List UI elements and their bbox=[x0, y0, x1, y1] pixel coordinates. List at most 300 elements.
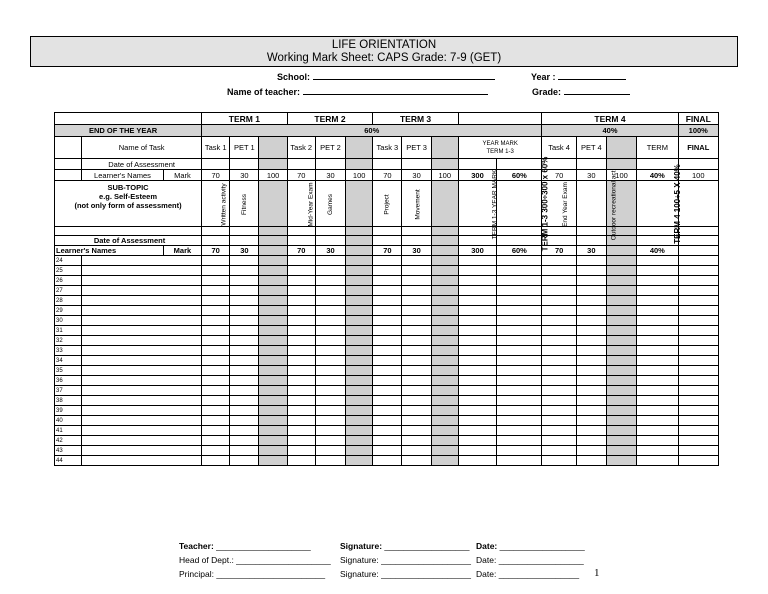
mark-cell[interactable] bbox=[497, 356, 542, 366]
mark-cell[interactable] bbox=[576, 326, 606, 336]
movement-label: Movement bbox=[415, 189, 423, 220]
mark-cell[interactable] bbox=[637, 286, 678, 296]
mark-cell[interactable] bbox=[576, 316, 606, 326]
mark-cell[interactable] bbox=[637, 336, 678, 346]
mark-cell[interactable] bbox=[373, 396, 402, 406]
mark-cell[interactable] bbox=[202, 336, 230, 346]
mark-cell[interactable] bbox=[402, 336, 431, 346]
learner-name-cell[interactable] bbox=[82, 446, 202, 456]
mark-cell[interactable] bbox=[637, 446, 678, 456]
mark-cell[interactable] bbox=[497, 416, 542, 426]
principal-signature[interactable]: Signature: ___________________ bbox=[340, 569, 471, 579]
mark-cell[interactable] bbox=[287, 326, 315, 336]
mark-cell[interactable] bbox=[497, 436, 542, 446]
learner-name-cell[interactable] bbox=[82, 346, 202, 356]
table-row bbox=[55, 436, 719, 446]
mark-cell[interactable] bbox=[402, 426, 431, 436]
mark-cell[interactable] bbox=[202, 376, 230, 386]
mark-cell[interactable] bbox=[678, 326, 718, 336]
mark-cell[interactable] bbox=[678, 396, 718, 406]
mark-cell bbox=[431, 396, 458, 406]
mark-cell[interactable] bbox=[542, 406, 576, 416]
mark-cell[interactable] bbox=[458, 456, 496, 466]
hod-signature[interactable]: Signature: ___________________ bbox=[340, 555, 471, 565]
mark-cell[interactable] bbox=[458, 346, 496, 356]
mark-cell[interactable] bbox=[637, 326, 678, 336]
mark-cell[interactable] bbox=[458, 416, 496, 426]
mark-cell[interactable] bbox=[678, 406, 718, 416]
mark-cell[interactable] bbox=[576, 436, 606, 446]
mark-cell[interactable] bbox=[458, 336, 496, 346]
learner-name-cell[interactable] bbox=[82, 396, 202, 406]
mark-cell[interactable] bbox=[402, 266, 431, 276]
mark-cell[interactable] bbox=[458, 436, 496, 446]
mark-cell[interactable] bbox=[230, 346, 259, 356]
learner-name-cell[interactable] bbox=[82, 456, 202, 466]
mark-cell[interactable] bbox=[678, 446, 718, 456]
mark-cell[interactable] bbox=[458, 446, 496, 456]
mark-cell[interactable] bbox=[402, 366, 431, 376]
mark-cell[interactable] bbox=[287, 436, 315, 446]
mark-cell[interactable] bbox=[202, 456, 230, 466]
mark-cell[interactable] bbox=[230, 406, 259, 416]
mark-cell[interactable] bbox=[315, 376, 345, 386]
mark-cell[interactable] bbox=[497, 446, 542, 456]
mark-cell[interactable] bbox=[458, 366, 496, 376]
mark-cell[interactable] bbox=[287, 426, 315, 436]
mark-cell[interactable] bbox=[373, 446, 402, 456]
mark-cell[interactable] bbox=[287, 346, 315, 356]
mark-cell[interactable] bbox=[576, 396, 606, 406]
mark-cell[interactable] bbox=[542, 416, 576, 426]
mark-cell[interactable] bbox=[678, 436, 718, 446]
mark-cell[interactable] bbox=[678, 296, 718, 306]
mark-cell[interactable] bbox=[315, 256, 345, 266]
mark-cell[interactable] bbox=[373, 286, 402, 296]
mark-cell[interactable] bbox=[287, 396, 315, 406]
mark-cell[interactable] bbox=[637, 396, 678, 406]
mark-cell[interactable] bbox=[458, 276, 496, 286]
mark-cell[interactable] bbox=[458, 396, 496, 406]
mark-cell[interactable] bbox=[402, 256, 431, 266]
mark-cell[interactable] bbox=[402, 316, 431, 326]
mark-cell[interactable] bbox=[230, 356, 259, 366]
learner-name-cell[interactable] bbox=[82, 316, 202, 326]
mark-cell[interactable] bbox=[202, 316, 230, 326]
mark-cell[interactable] bbox=[402, 436, 431, 446]
mark-cell[interactable] bbox=[402, 396, 431, 406]
mark-cell[interactable] bbox=[202, 446, 230, 456]
mark-cell[interactable] bbox=[458, 286, 496, 296]
mark-cell[interactable] bbox=[402, 356, 431, 366]
mark-cell[interactable] bbox=[678, 306, 718, 316]
mark-cell[interactable] bbox=[202, 356, 230, 366]
mark-cell[interactable] bbox=[315, 346, 345, 356]
mark-cell[interactable] bbox=[458, 406, 496, 416]
teacher-signoff[interactable]: Teacher: ____________________ bbox=[179, 541, 311, 551]
row-number: 30 bbox=[55, 316, 82, 326]
mark-cell[interactable] bbox=[576, 296, 606, 306]
mark-cell[interactable] bbox=[287, 446, 315, 456]
mark-cell[interactable] bbox=[637, 316, 678, 326]
mark-cell[interactable] bbox=[576, 356, 606, 366]
mark-cell[interactable] bbox=[230, 266, 259, 276]
mark-cell[interactable] bbox=[678, 256, 718, 266]
mark-cell[interactable] bbox=[202, 386, 230, 396]
mark-cell[interactable] bbox=[230, 376, 259, 386]
mark-cell[interactable] bbox=[542, 426, 576, 436]
mark-cell[interactable] bbox=[497, 396, 542, 406]
mark-cell[interactable] bbox=[542, 256, 576, 266]
mark-cell[interactable] bbox=[542, 386, 576, 396]
mark-cell[interactable] bbox=[497, 286, 542, 296]
mark-cell[interactable] bbox=[287, 296, 315, 306]
mark-cell[interactable] bbox=[678, 336, 718, 346]
mark-cell[interactable] bbox=[678, 426, 718, 436]
mark-cell[interactable] bbox=[202, 426, 230, 436]
learner-name-cell[interactable] bbox=[82, 386, 202, 396]
learner-name-cell[interactable] bbox=[82, 296, 202, 306]
mark-cell[interactable] bbox=[678, 366, 718, 376]
mark-cell[interactable] bbox=[202, 276, 230, 286]
mark-cell[interactable] bbox=[402, 456, 431, 466]
mark-cell[interactable] bbox=[637, 436, 678, 446]
mark-cell[interactable] bbox=[458, 326, 496, 336]
mark-cell[interactable] bbox=[230, 336, 259, 346]
mark-cell[interactable] bbox=[402, 286, 431, 296]
mark-cell[interactable] bbox=[678, 316, 718, 326]
mark-cell[interactable] bbox=[315, 326, 345, 336]
mark-cell[interactable] bbox=[287, 406, 315, 416]
mark-cell[interactable] bbox=[576, 256, 606, 266]
mark-cell[interactable] bbox=[230, 366, 259, 376]
mark-cell[interactable] bbox=[230, 306, 259, 316]
mark-cell[interactable] bbox=[402, 416, 431, 426]
mark-cell[interactable] bbox=[287, 276, 315, 286]
mark-cell[interactable] bbox=[315, 336, 345, 346]
mark-cell[interactable] bbox=[576, 456, 606, 466]
mark-cell[interactable] bbox=[230, 316, 259, 326]
mark-cell[interactable] bbox=[542, 366, 576, 376]
mark-cell[interactable] bbox=[458, 376, 496, 386]
mark-cell[interactable] bbox=[678, 286, 718, 296]
mark-cell[interactable] bbox=[637, 346, 678, 356]
learner-name-cell[interactable] bbox=[82, 376, 202, 386]
mark-cell[interactable] bbox=[230, 256, 259, 266]
mark-cell[interactable] bbox=[542, 296, 576, 306]
mark-cell[interactable] bbox=[315, 426, 345, 436]
mark-cell[interactable] bbox=[637, 256, 678, 266]
mark-cell[interactable] bbox=[637, 296, 678, 306]
mark-cell[interactable] bbox=[542, 346, 576, 356]
mark-cell[interactable] bbox=[542, 306, 576, 316]
mark-cell[interactable] bbox=[497, 426, 542, 436]
learner-name-cell[interactable] bbox=[82, 356, 202, 366]
grade-field[interactable] bbox=[532, 87, 630, 97]
mark-cell[interactable] bbox=[497, 306, 542, 316]
mark-cell[interactable] bbox=[202, 436, 230, 446]
mark-cell[interactable] bbox=[315, 386, 345, 396]
learner-name-cell[interactable] bbox=[82, 286, 202, 296]
mark-cell[interactable] bbox=[637, 306, 678, 316]
mark-cell[interactable] bbox=[315, 456, 345, 466]
mark-cell[interactable] bbox=[402, 326, 431, 336]
mark-cell[interactable] bbox=[402, 446, 431, 456]
mark-cell[interactable] bbox=[315, 356, 345, 366]
mark-cell[interactable] bbox=[287, 336, 315, 346]
mark-cell[interactable] bbox=[458, 256, 496, 266]
mark-cell[interactable] bbox=[542, 396, 576, 406]
mark-cell[interactable] bbox=[542, 356, 576, 366]
mark-cell[interactable] bbox=[373, 366, 402, 376]
mark-cell[interactable] bbox=[373, 326, 402, 336]
teacher-signature[interactable]: Signature: __________________ bbox=[340, 541, 470, 551]
mark-cell[interactable] bbox=[542, 446, 576, 456]
mark-cell[interactable] bbox=[497, 266, 542, 276]
mark-cell[interactable] bbox=[497, 376, 542, 386]
mark-cell[interactable] bbox=[402, 406, 431, 416]
mark-cell bbox=[606, 406, 636, 416]
mark-cell[interactable] bbox=[458, 296, 496, 306]
mark-cell[interactable] bbox=[497, 336, 542, 346]
mark-cell[interactable] bbox=[373, 406, 402, 416]
mark-cell[interactable] bbox=[202, 406, 230, 416]
mark-cell[interactable] bbox=[576, 426, 606, 436]
mark-cell[interactable] bbox=[576, 416, 606, 426]
teacher-field[interactable] bbox=[227, 87, 488, 97]
mark-cell[interactable] bbox=[230, 286, 259, 296]
mark-cell[interactable] bbox=[373, 306, 402, 316]
hod-date[interactable]: Date: __________________ bbox=[476, 555, 584, 565]
mark-cell[interactable] bbox=[287, 416, 315, 426]
mark-cell[interactable] bbox=[287, 306, 315, 316]
mark-cell[interactable] bbox=[458, 356, 496, 366]
mark-cell[interactable] bbox=[637, 416, 678, 426]
mark-cell[interactable] bbox=[373, 356, 402, 366]
mark-cell[interactable] bbox=[315, 306, 345, 316]
mark-cell[interactable] bbox=[637, 276, 678, 286]
mark-cell[interactable] bbox=[542, 286, 576, 296]
mark-cell[interactable] bbox=[373, 346, 402, 356]
mark-cell bbox=[346, 416, 373, 426]
mark-cell[interactable] bbox=[497, 326, 542, 336]
mark-cell[interactable] bbox=[402, 386, 431, 396]
mark-cell[interactable] bbox=[287, 316, 315, 326]
mark-cell[interactable] bbox=[202, 366, 230, 376]
mark-cell[interactable] bbox=[576, 336, 606, 346]
mark-cell[interactable] bbox=[458, 266, 496, 276]
mark-cell[interactable] bbox=[497, 456, 542, 466]
mark-cell[interactable] bbox=[202, 416, 230, 426]
mark-cell[interactable] bbox=[287, 386, 315, 396]
mark-cell[interactable] bbox=[402, 306, 431, 316]
mark-cell[interactable] bbox=[542, 316, 576, 326]
mark-cell[interactable] bbox=[678, 276, 718, 286]
mark-cell[interactable] bbox=[542, 456, 576, 466]
mark-cell[interactable] bbox=[373, 336, 402, 346]
mark-cell[interactable] bbox=[373, 456, 402, 466]
learner-name-cell[interactable] bbox=[82, 266, 202, 276]
mark-cell[interactable] bbox=[287, 286, 315, 296]
mark-cell bbox=[259, 306, 287, 316]
mark-cell[interactable] bbox=[637, 376, 678, 386]
principal-date[interactable]: Date: _________________ bbox=[476, 569, 580, 579]
page-number: 1 bbox=[594, 567, 600, 579]
mark-cell[interactable] bbox=[637, 266, 678, 276]
mark-cell[interactable] bbox=[678, 456, 718, 466]
mark-cell[interactable] bbox=[542, 376, 576, 386]
mark-cell[interactable] bbox=[373, 426, 402, 436]
learner-name-cell[interactable] bbox=[82, 426, 202, 436]
mark-cell[interactable] bbox=[497, 256, 542, 266]
mark-cell[interactable] bbox=[315, 286, 345, 296]
mark-cell[interactable] bbox=[637, 426, 678, 436]
mark-cell[interactable] bbox=[315, 406, 345, 416]
mark-cell[interactable] bbox=[202, 266, 230, 276]
mark-cell[interactable] bbox=[202, 396, 230, 406]
mark-cell[interactable] bbox=[497, 316, 542, 326]
mark-cell[interactable] bbox=[542, 266, 576, 276]
mark-cell[interactable] bbox=[458, 426, 496, 436]
row-number: 24 bbox=[55, 256, 82, 266]
mark-cell[interactable] bbox=[402, 296, 431, 306]
mark-cell[interactable] bbox=[678, 416, 718, 426]
mark-cell[interactable] bbox=[497, 296, 542, 306]
mark-cell[interactable] bbox=[458, 386, 496, 396]
mark-cell[interactable] bbox=[202, 326, 230, 336]
mark-cell[interactable] bbox=[637, 406, 678, 416]
hod-signoff[interactable]: Head of Dept.: ____________________ bbox=[179, 555, 331, 565]
mark-cell[interactable] bbox=[576, 306, 606, 316]
learner-name-cell[interactable] bbox=[82, 416, 202, 426]
mark-cell[interactable] bbox=[373, 316, 402, 326]
mark-cell[interactable] bbox=[230, 456, 259, 466]
mark-cell[interactable] bbox=[202, 296, 230, 306]
mark-cell[interactable] bbox=[230, 436, 259, 446]
learner-name-cell[interactable] bbox=[82, 366, 202, 376]
mark-cell[interactable] bbox=[576, 286, 606, 296]
mark-cell[interactable] bbox=[373, 296, 402, 306]
mark-cell[interactable] bbox=[576, 276, 606, 286]
mark-cell[interactable] bbox=[576, 346, 606, 356]
mark-cell[interactable] bbox=[542, 276, 576, 286]
mark-cell[interactable] bbox=[230, 326, 259, 336]
mark-cell[interactable] bbox=[576, 406, 606, 416]
learner-name-cell[interactable] bbox=[82, 336, 202, 346]
mark-cell[interactable] bbox=[315, 446, 345, 456]
mark-cell[interactable] bbox=[315, 316, 345, 326]
mark-cell[interactable] bbox=[576, 376, 606, 386]
mark-cell[interactable] bbox=[202, 346, 230, 356]
mark-cell[interactable] bbox=[202, 286, 230, 296]
mark-cell[interactable] bbox=[315, 416, 345, 426]
mark-cell[interactable] bbox=[576, 366, 606, 376]
mark-cell[interactable] bbox=[315, 276, 345, 286]
mark-cell bbox=[346, 446, 373, 456]
mark-cell[interactable] bbox=[373, 416, 402, 426]
mark-cell[interactable] bbox=[637, 386, 678, 396]
mark-cell[interactable] bbox=[542, 436, 576, 446]
mark-cell bbox=[259, 436, 287, 446]
mark-cell[interactable] bbox=[373, 386, 402, 396]
mark-cell bbox=[606, 276, 636, 286]
mark-cell[interactable] bbox=[230, 426, 259, 436]
mark-cell[interactable] bbox=[678, 376, 718, 386]
mark-cell[interactable] bbox=[287, 456, 315, 466]
mark-cell[interactable] bbox=[678, 386, 718, 396]
mark-cell[interactable] bbox=[402, 346, 431, 356]
mark-cell[interactable] bbox=[315, 296, 345, 306]
mark-cell bbox=[259, 406, 287, 416]
learner-name-cell[interactable] bbox=[82, 436, 202, 446]
mark-cell[interactable] bbox=[230, 276, 259, 286]
mark-cell[interactable] bbox=[230, 416, 259, 426]
mark-cell[interactable] bbox=[315, 266, 345, 276]
mark-cell[interactable] bbox=[637, 366, 678, 376]
principal-signoff[interactable]: Principal: _______________________ bbox=[179, 569, 326, 579]
mark-cell[interactable] bbox=[287, 376, 315, 386]
mark-cell[interactable] bbox=[230, 396, 259, 406]
mark-cell[interactable] bbox=[576, 386, 606, 396]
mark-cell[interactable] bbox=[373, 276, 402, 286]
mark-cell[interactable] bbox=[287, 356, 315, 366]
mark-cell[interactable] bbox=[458, 306, 496, 316]
mark-cell[interactable] bbox=[373, 436, 402, 446]
mark-cell[interactable] bbox=[497, 386, 542, 396]
mark-cell[interactable] bbox=[402, 276, 431, 286]
mark-cell[interactable] bbox=[637, 356, 678, 366]
mark-cell[interactable] bbox=[497, 346, 542, 356]
mark-cell[interactable] bbox=[497, 406, 542, 416]
mark-cell[interactable] bbox=[373, 266, 402, 276]
mark-cell[interactable] bbox=[287, 366, 315, 376]
mark-cell[interactable] bbox=[373, 376, 402, 386]
mark-cell[interactable] bbox=[315, 396, 345, 406]
year-field[interactable] bbox=[531, 72, 626, 82]
mark-cell[interactable] bbox=[202, 256, 230, 266]
mark-cell[interactable] bbox=[497, 366, 542, 376]
mark-cell[interactable] bbox=[287, 266, 315, 276]
mark-cell[interactable] bbox=[678, 266, 718, 276]
learner-name-cell[interactable] bbox=[82, 276, 202, 286]
teacher-date[interactable]: Date: __________________ bbox=[476, 541, 585, 551]
mark-cell[interactable] bbox=[678, 356, 718, 366]
mark-cell[interactable] bbox=[576, 266, 606, 276]
mark-cell[interactable] bbox=[230, 296, 259, 306]
mark-cell[interactable] bbox=[202, 306, 230, 316]
mark-cell bbox=[606, 286, 636, 296]
mark-cell[interactable] bbox=[315, 366, 345, 376]
mark-cell[interactable] bbox=[287, 256, 315, 266]
mark-cell[interactable] bbox=[542, 336, 576, 346]
learner-name-cell[interactable] bbox=[82, 326, 202, 336]
school-field[interactable] bbox=[277, 72, 495, 82]
learner-name-cell[interactable] bbox=[82, 256, 202, 266]
mark-cell[interactable] bbox=[637, 456, 678, 466]
mark-cell[interactable] bbox=[542, 326, 576, 336]
mark-cell[interactable] bbox=[458, 316, 496, 326]
learner-name-cell[interactable] bbox=[82, 406, 202, 416]
mark-cell[interactable] bbox=[315, 436, 345, 446]
mark-cell[interactable] bbox=[576, 446, 606, 456]
mark-cell[interactable] bbox=[678, 346, 718, 356]
learner-name-cell[interactable] bbox=[82, 306, 202, 316]
mark-cell[interactable] bbox=[402, 376, 431, 386]
mark-cell[interactable] bbox=[230, 446, 259, 456]
mark-cell[interactable] bbox=[497, 276, 542, 286]
mark-cell[interactable] bbox=[373, 256, 402, 266]
mark-cell[interactable] bbox=[230, 386, 259, 396]
